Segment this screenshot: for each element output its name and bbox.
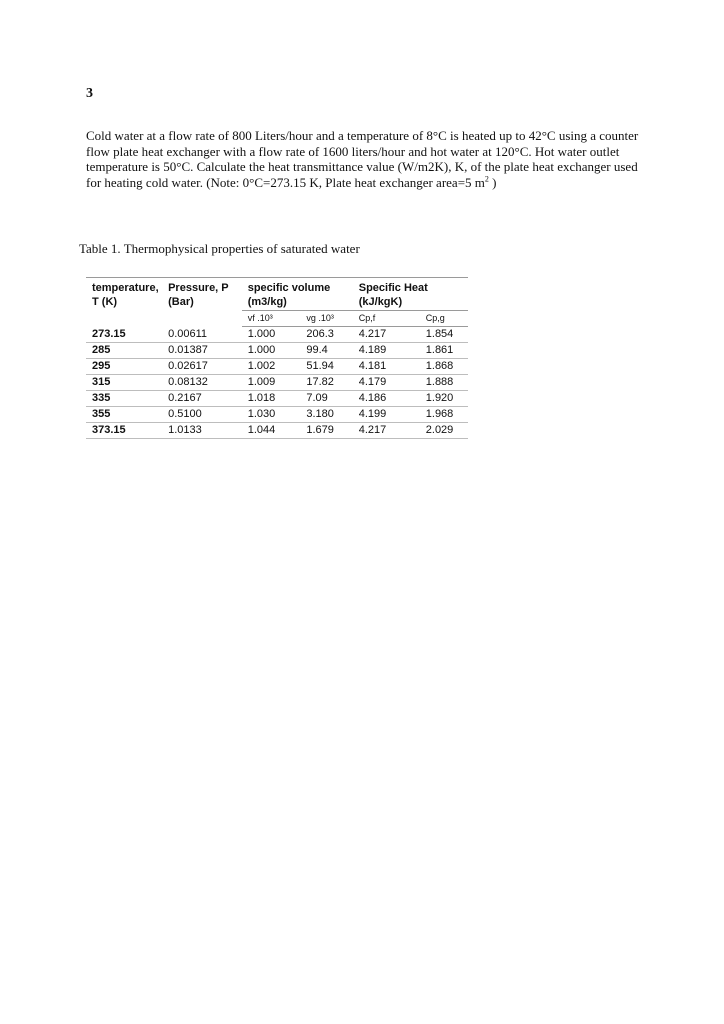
cell-temperature: 355 — [86, 407, 162, 423]
question-number: 3 — [86, 86, 93, 101]
header-temperature: temperature, T (K) — [86, 278, 162, 327]
question-closing: ) — [488, 174, 497, 190]
question-body: Cold water at a flow rate of 800 Liters/hour and a temperature of 8°C is heated up to 42°C using a counter flow plate heat exchanger with a flow rate of 1600 liters/hour and hot water at 120°C. Hot water outlet temperature is 50°C. Calculate the heat transmittance value (W/m2K), K, of the plate heat exchanger used for heating cold water. (Note: 0°C=273.15 K, Plate heat exchanger area=5 m — [86, 128, 639, 190]
cell-vf: 1.018 — [242, 391, 301, 407]
cell-cpf: 4.186 — [353, 391, 420, 407]
cell-vf: 1.002 — [242, 359, 301, 375]
cell-cpf: 4.179 — [353, 375, 420, 391]
cell-vg: 1.679 — [300, 423, 352, 439]
cell-pressure: 0.08132 — [162, 375, 242, 391]
cell-cpf: 4.217 — [353, 327, 420, 343]
cell-cpf: 4.199 — [353, 407, 420, 423]
cell-temperature: 285 — [86, 343, 162, 359]
cell-cpf: 4.181 — [353, 359, 420, 375]
cell-vg: 51.94 — [300, 359, 352, 375]
cell-vg: 7.09 — [300, 391, 352, 407]
question-text — [86, 128, 642, 190]
table-row — [86, 423, 468, 439]
cell-pressure: 0.2167 — [162, 391, 242, 407]
cell-cpg: 1.888 — [420, 375, 468, 391]
cell-vg: 99.4 — [300, 343, 352, 359]
properties-table — [86, 277, 468, 439]
subheader-vg: vg .10³ — [300, 311, 352, 327]
cell-cpg: 1.920 — [420, 391, 468, 407]
cell-pressure: 0.01387 — [162, 343, 242, 359]
table-row — [86, 343, 468, 359]
area-unit-superscript: 2 — [484, 174, 489, 184]
cell-vg: 206.3 — [300, 327, 352, 343]
cell-temperature: 373.15 — [86, 423, 162, 439]
cell-pressure: 0.5100 — [162, 407, 242, 423]
table-row — [86, 407, 468, 423]
cell-vg: 3.180 — [300, 407, 352, 423]
cell-cpg: 1.968 — [420, 407, 468, 423]
cell-temperature: 335 — [86, 391, 162, 407]
table-row — [86, 391, 468, 407]
cell-temperature: 315 — [86, 375, 162, 391]
table-row — [86, 359, 468, 375]
header-pressure: Pressure, P (Bar) — [162, 278, 242, 327]
cell-vf: 1.044 — [242, 423, 301, 439]
cell-vf: 1.000 — [242, 327, 301, 343]
cell-pressure: 0.02617 — [162, 359, 242, 375]
cell-vf: 1.000 — [242, 343, 301, 359]
subheader-vf: vf .10³ — [242, 311, 301, 327]
cell-vf: 1.009 — [242, 375, 301, 391]
table-caption: Table 1. Thermophysical properties of saturated water — [79, 241, 360, 256]
cell-temperature: 295 — [86, 359, 162, 375]
cell-cpf: 4.217 — [353, 423, 420, 439]
cell-vf: 1.030 — [242, 407, 301, 423]
table-row — [86, 375, 468, 391]
cell-pressure: 1.0133 — [162, 423, 242, 439]
cell-cpg: 1.861 — [420, 343, 468, 359]
cell-pressure: 0.00611 — [162, 327, 242, 343]
cell-cpg: 2.029 — [420, 423, 468, 439]
table-header-row — [86, 278, 468, 311]
subheader-cpg: Cp,g — [420, 311, 468, 327]
cell-temperature: 273.15 — [86, 327, 162, 343]
table-body — [86, 327, 468, 439]
cell-cpg: 1.854 — [420, 327, 468, 343]
table-row — [86, 327, 468, 343]
cell-cpf: 4.189 — [353, 343, 420, 359]
subheader-cpf: Cp,f — [353, 311, 420, 327]
cell-vg: 17.82 — [300, 375, 352, 391]
cell-cpg: 1.868 — [420, 359, 468, 375]
header-specific-volume: specific volume (m3/kg) — [242, 278, 353, 311]
header-specific-heat: Specific Heat (kJ/kgK) — [353, 278, 468, 311]
